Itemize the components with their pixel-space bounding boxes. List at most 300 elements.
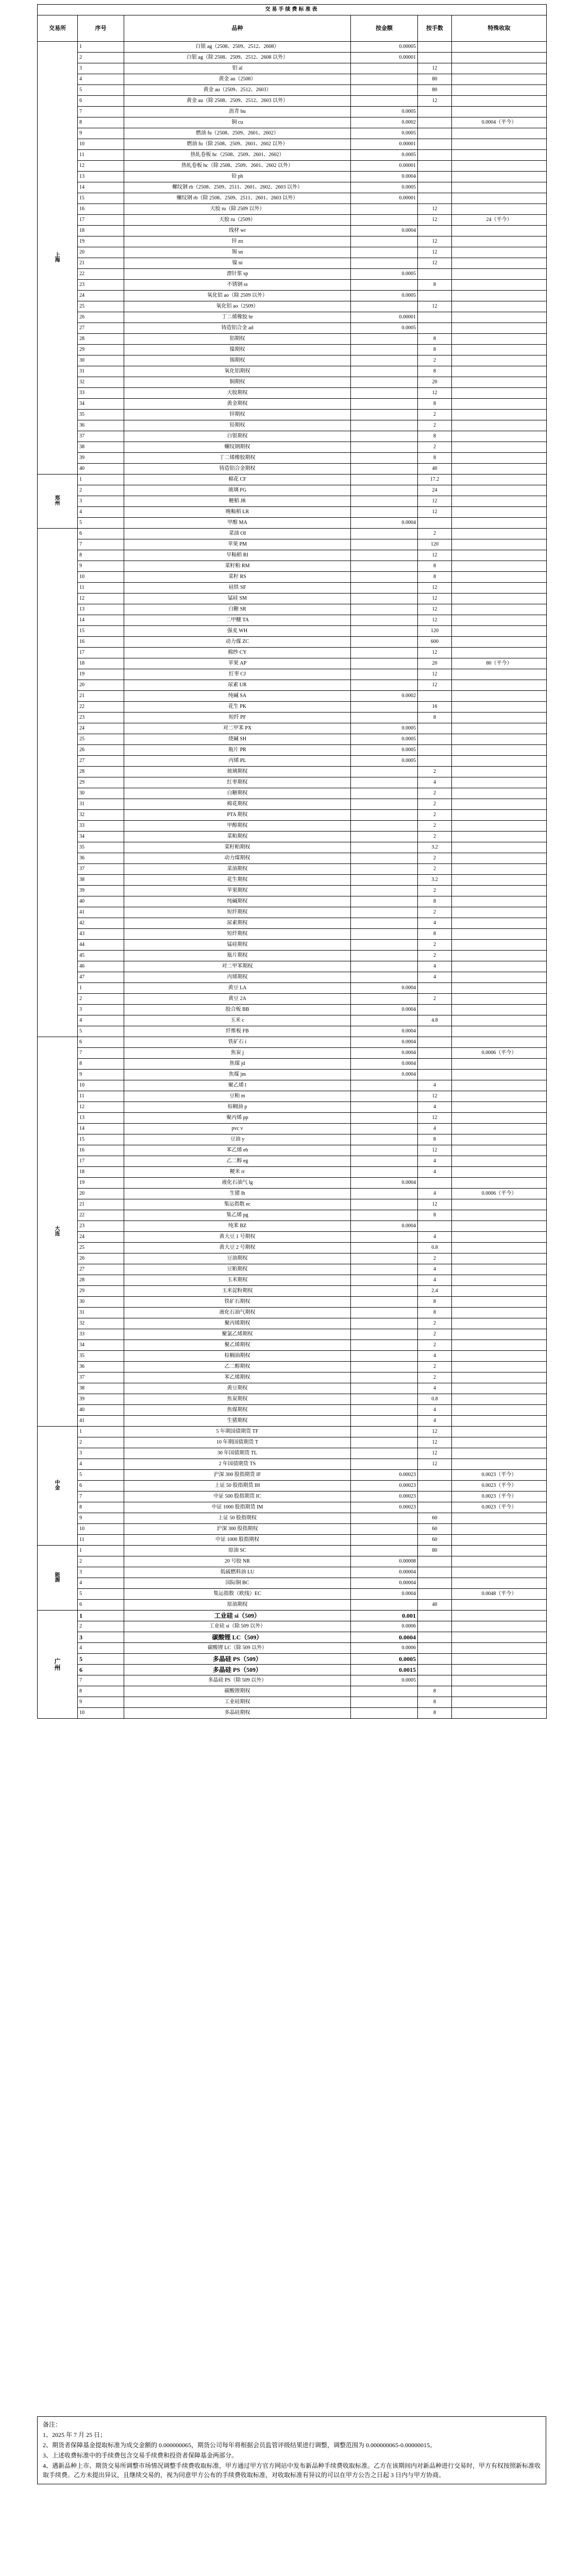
fee-by-count bbox=[418, 1178, 452, 1189]
product-name: 丁二烯橡胶期权 bbox=[124, 453, 351, 464]
fee-by-count bbox=[418, 1481, 452, 1492]
special-fee bbox=[452, 453, 547, 464]
fee-by-amount bbox=[351, 658, 418, 669]
fee-by-amount bbox=[351, 994, 418, 1005]
row-number: 6 bbox=[78, 529, 124, 539]
fee-by-amount bbox=[351, 431, 418, 442]
fee-by-count: 4 bbox=[418, 918, 452, 929]
table-row bbox=[38, 1167, 547, 1178]
note-2: 2、期货者保障基金提取标准为成交金额的 0.000000065，期货公司每年将根据会员监管评级结果进行调整，调整范围为 0.000000065-0.00000015。 bbox=[43, 2442, 436, 2449]
fee-by-count bbox=[418, 117, 452, 128]
table-row bbox=[38, 777, 547, 788]
exchange-char: 源 bbox=[55, 1577, 60, 1583]
row-number: 10 bbox=[78, 139, 124, 150]
special-fee bbox=[452, 821, 547, 832]
fee-by-amount bbox=[351, 1686, 418, 1697]
table-row bbox=[38, 410, 547, 420]
fee-by-amount: 0.00008 bbox=[351, 1556, 418, 1567]
product-name: 短纤 PF bbox=[124, 713, 351, 723]
exchange-label bbox=[39, 496, 76, 506]
row-number: 46 bbox=[78, 961, 124, 972]
row-number: 21 bbox=[78, 1199, 124, 1210]
fee-by-amount bbox=[351, 442, 418, 453]
table-row bbox=[38, 193, 547, 204]
special-fee bbox=[452, 1253, 547, 1264]
table-row bbox=[38, 713, 547, 723]
fee-by-count: 24 bbox=[418, 485, 452, 496]
fee-by-amount: 0.00001 bbox=[351, 193, 418, 204]
table-row bbox=[38, 431, 547, 442]
fee-by-count: 4 bbox=[418, 961, 452, 972]
fee-by-count: 4 bbox=[418, 1416, 452, 1427]
product-name: 聚氯乙烯期权 bbox=[124, 1329, 351, 1340]
fee-by-count: 2 bbox=[418, 420, 452, 431]
fee-by-count: 8 bbox=[418, 1297, 452, 1308]
fee-by-count: 8 bbox=[418, 561, 452, 572]
product-name: 集乙烯 pg bbox=[124, 1210, 351, 1221]
fee-by-count bbox=[418, 983, 452, 994]
fee-by-amount: 0.00023 bbox=[351, 1481, 418, 1492]
header-exchange: 交易所 bbox=[38, 15, 78, 42]
header-name: 品种 bbox=[124, 15, 351, 42]
table-row bbox=[38, 128, 547, 139]
special-fee bbox=[452, 626, 547, 637]
row-number: 17 bbox=[78, 1156, 124, 1167]
table-row bbox=[38, 594, 547, 604]
special-fee bbox=[452, 128, 547, 139]
fee-by-count: 8 bbox=[418, 399, 452, 410]
fee-by-amount bbox=[351, 604, 418, 615]
special-fee bbox=[452, 1675, 547, 1686]
table-row bbox=[38, 723, 547, 734]
fee-by-count: 2 bbox=[418, 821, 452, 832]
special-fee bbox=[452, 1210, 547, 1221]
special-fee bbox=[452, 1643, 547, 1654]
product-name: 二甲醚 TA bbox=[124, 615, 351, 626]
special-fee bbox=[452, 767, 547, 777]
table-row bbox=[38, 1708, 547, 1719]
fee-by-count bbox=[418, 193, 452, 204]
product-name: 粳米 rr bbox=[124, 1167, 351, 1178]
fee-by-count: 12 bbox=[418, 550, 452, 561]
product-name: 铅 pb bbox=[124, 172, 351, 182]
special-fee bbox=[452, 161, 547, 172]
fee-by-count: 12 bbox=[418, 1459, 452, 1470]
special-fee bbox=[452, 983, 547, 994]
row-number: 32 bbox=[78, 1318, 124, 1329]
product-name: 苹果期权 bbox=[124, 886, 351, 896]
row-number: 11 bbox=[78, 1091, 124, 1102]
product-name: 纯碱期权 bbox=[124, 896, 351, 907]
special-fee bbox=[452, 1448, 547, 1459]
special-fee bbox=[452, 832, 547, 842]
table-row bbox=[38, 85, 547, 96]
fee-by-amount: 0.00001 bbox=[351, 161, 418, 172]
row-number: 39 bbox=[78, 453, 124, 464]
exchange-cell bbox=[38, 1037, 78, 1427]
fee-by-amount: 0.00023 bbox=[351, 1470, 418, 1481]
table-row bbox=[38, 1481, 547, 1492]
fee-by-count: 12 bbox=[418, 301, 452, 312]
table-row bbox=[38, 1372, 547, 1383]
fee-by-amount: 0.0004 bbox=[351, 1048, 418, 1059]
table-row bbox=[38, 453, 547, 464]
row-number: 27 bbox=[78, 323, 124, 334]
fee-by-count: 4 bbox=[418, 1351, 452, 1362]
special-fee bbox=[452, 410, 547, 420]
product-name: 中证 500 股指期货 IC bbox=[124, 1492, 351, 1502]
fee-by-amount bbox=[351, 1448, 418, 1459]
fee-by-amount bbox=[351, 1145, 418, 1156]
special-fee bbox=[452, 74, 547, 85]
product-name: 锡 sn bbox=[124, 247, 351, 258]
special-fee bbox=[452, 561, 547, 572]
product-name: 铝期权 bbox=[124, 334, 351, 345]
product-name: 丙烯期权 bbox=[124, 972, 351, 983]
exchange-char: 大 bbox=[55, 1226, 60, 1232]
exchange-char: 州 bbox=[54, 1664, 61, 1671]
row-number: 26 bbox=[78, 1253, 124, 1264]
row-number: 29 bbox=[78, 345, 124, 355]
special-fee bbox=[452, 1329, 547, 1340]
special-fee bbox=[452, 1178, 547, 1189]
fee-by-amount bbox=[351, 453, 418, 464]
product-name: 豆油 y bbox=[124, 1134, 351, 1145]
special-fee bbox=[452, 1632, 547, 1643]
fee-by-amount bbox=[351, 1329, 418, 1340]
special-fee bbox=[452, 1124, 547, 1134]
row-number: 41 bbox=[78, 907, 124, 918]
fee-by-amount: 0.0005 bbox=[351, 1654, 418, 1665]
row-number: 4 bbox=[78, 74, 124, 85]
fee-by-count: 4 bbox=[418, 1080, 452, 1091]
fee-by-amount bbox=[351, 583, 418, 594]
fee-by-amount bbox=[351, 1232, 418, 1243]
row-number: 38 bbox=[78, 1383, 124, 1394]
row-number: 7 bbox=[78, 1675, 124, 1686]
product-name: 氧化铝 ao（除 2509 以外） bbox=[124, 291, 351, 301]
special-fee bbox=[452, 951, 547, 961]
special-fee bbox=[452, 604, 547, 615]
special-fee bbox=[452, 713, 547, 723]
fee-by-amount: 0.0004 bbox=[351, 1221, 418, 1232]
row-number: 19 bbox=[78, 669, 124, 680]
product-name: 集运指数（欧线）EC bbox=[124, 1589, 351, 1600]
fee-by-amount: 0.0005 bbox=[351, 269, 418, 280]
fee-by-count: 4 bbox=[418, 1383, 452, 1394]
special-fee bbox=[452, 1005, 547, 1015]
fee-by-amount: 0.0004 bbox=[351, 1070, 418, 1080]
special-fee bbox=[452, 355, 547, 366]
table-row bbox=[38, 1459, 547, 1470]
table-row bbox=[38, 388, 547, 399]
fee-by-amount: 0.00005 bbox=[351, 42, 418, 53]
row-number: 13 bbox=[78, 172, 124, 182]
fee-by-count bbox=[418, 1675, 452, 1686]
special-fee bbox=[452, 1080, 547, 1091]
product-name: 聚乙烯 l bbox=[124, 1080, 351, 1091]
special-fee bbox=[452, 301, 547, 312]
product-name: 多晶硅 PS（509） bbox=[124, 1654, 351, 1665]
fee-by-count: 4 bbox=[418, 1124, 452, 1134]
table-row bbox=[38, 345, 547, 355]
fee-by-count: 4 bbox=[418, 1102, 452, 1113]
product-name: 菜籽粕 RM bbox=[124, 561, 351, 572]
fee-by-amount bbox=[351, 1697, 418, 1708]
fee-by-amount bbox=[351, 345, 418, 355]
row-number: 38 bbox=[78, 442, 124, 453]
fee-by-amount bbox=[351, 799, 418, 810]
row-number: 33 bbox=[78, 388, 124, 399]
table-row bbox=[38, 215, 547, 226]
row-number: 2 bbox=[78, 1556, 124, 1567]
fee-by-count: 2 bbox=[418, 1318, 452, 1329]
fee-by-count bbox=[418, 312, 452, 323]
row-number: 8 bbox=[78, 1059, 124, 1070]
row-number: 22 bbox=[78, 1210, 124, 1221]
notes-heading: 备注： bbox=[43, 2421, 62, 2428]
fee-by-amount bbox=[351, 301, 418, 312]
fee-by-amount: 0.00004 bbox=[351, 1578, 418, 1589]
fee-by-count bbox=[418, 1005, 452, 1015]
table-row bbox=[38, 1448, 547, 1459]
special-fee bbox=[452, 918, 547, 929]
exchange-cell bbox=[38, 474, 78, 529]
special-fee bbox=[452, 1686, 547, 1697]
fee-by-amount bbox=[351, 399, 418, 410]
fee-by-amount bbox=[351, 1416, 418, 1427]
table-row bbox=[38, 236, 547, 247]
fee-by-count bbox=[418, 1492, 452, 1502]
product-name: 硅铁 SF bbox=[124, 583, 351, 594]
table-row bbox=[38, 637, 547, 648]
row-number: 25 bbox=[78, 301, 124, 312]
special-fee bbox=[452, 291, 547, 301]
special-fee bbox=[452, 507, 547, 518]
special-fee bbox=[452, 810, 547, 821]
special-fee bbox=[452, 323, 547, 334]
row-number: 6 bbox=[78, 1481, 124, 1492]
table-row bbox=[38, 756, 547, 767]
row-number: 37 bbox=[78, 1372, 124, 1383]
row-number: 30 bbox=[78, 788, 124, 799]
fee-by-count: 16 bbox=[418, 702, 452, 713]
fee-by-amount bbox=[351, 1546, 418, 1556]
product-name: 多晶硅 PS（509） bbox=[124, 1665, 351, 1675]
fee-by-count: 600 bbox=[418, 637, 452, 648]
product-name: 黄金 au（2509、2512、2603） bbox=[124, 85, 351, 96]
row-number: 32 bbox=[78, 810, 124, 821]
row-number: 11 bbox=[78, 583, 124, 594]
special-fee bbox=[452, 539, 547, 550]
row-number: 8 bbox=[78, 550, 124, 561]
fee-by-count bbox=[418, 161, 452, 172]
row-number: 7 bbox=[78, 539, 124, 550]
special-fee bbox=[452, 172, 547, 182]
fee-by-count bbox=[418, 1665, 452, 1675]
product-name: 花生 PK bbox=[124, 702, 351, 713]
exchange-cell bbox=[38, 1611, 78, 1719]
product-name: 焦炭 j bbox=[124, 1048, 351, 1059]
table-row bbox=[38, 1578, 547, 1589]
special-fee bbox=[452, 107, 547, 117]
fee-by-amount bbox=[351, 485, 418, 496]
exchange-char: 连 bbox=[55, 1231, 60, 1237]
special-fee bbox=[452, 1091, 547, 1102]
fee-by-count: 2 bbox=[418, 951, 452, 961]
table-row bbox=[38, 702, 547, 713]
special-fee bbox=[452, 702, 547, 713]
fee-by-amount: 0.0004 bbox=[351, 1589, 418, 1600]
special-fee: 0.0023（平今） bbox=[452, 1481, 547, 1492]
fee-by-count: 2 bbox=[418, 799, 452, 810]
fee-by-amount bbox=[351, 1394, 418, 1405]
product-name: PTA 期权 bbox=[124, 810, 351, 821]
row-number: 9 bbox=[78, 561, 124, 572]
fee-by-amount bbox=[351, 1524, 418, 1535]
row-number: 2 bbox=[78, 1621, 124, 1632]
row-number: 15 bbox=[78, 193, 124, 204]
fee-by-amount: 0.0002 bbox=[351, 117, 418, 128]
table-row bbox=[38, 1156, 547, 1167]
row-number: 28 bbox=[78, 334, 124, 345]
fee-by-count: 2.4 bbox=[418, 1286, 452, 1297]
exchange-char: 金 bbox=[55, 1485, 60, 1491]
table-row bbox=[38, 301, 547, 312]
table-row bbox=[38, 107, 547, 117]
row-number: 1 bbox=[78, 1611, 124, 1621]
special-fee bbox=[452, 280, 547, 291]
special-fee bbox=[452, 1665, 547, 1675]
fee-by-count bbox=[418, 323, 452, 334]
fee-by-amount bbox=[351, 85, 418, 96]
table-row bbox=[38, 615, 547, 626]
special-fee bbox=[452, 269, 547, 280]
fee-by-amount: 0.0004 bbox=[351, 1632, 418, 1643]
fee-by-count bbox=[418, 139, 452, 150]
row-number: 5 bbox=[78, 518, 124, 529]
fee-by-amount bbox=[351, 215, 418, 226]
special-fee bbox=[452, 1621, 547, 1632]
table-row bbox=[38, 691, 547, 702]
fee-by-count: 8 bbox=[418, 366, 452, 377]
fee-by-count: 12 bbox=[418, 507, 452, 518]
special-fee bbox=[452, 431, 547, 442]
product-name: 焦煤期权 bbox=[124, 1405, 351, 1416]
product-name: 焦炭期权 bbox=[124, 1394, 351, 1405]
product-name: 铅期权 bbox=[124, 420, 351, 431]
row-number: 1 bbox=[78, 474, 124, 485]
table-row bbox=[38, 1037, 547, 1048]
row-number: 20 bbox=[78, 247, 124, 258]
page-title: 交易手续费标准表 bbox=[38, 5, 547, 15]
fee-by-count: 8 bbox=[418, 1134, 452, 1145]
product-name: 天胶 ru（除 2509 以外） bbox=[124, 204, 351, 215]
product-name: 强麦 WH bbox=[124, 626, 351, 637]
fee-by-count: 12 bbox=[418, 388, 452, 399]
fee-by-amount bbox=[351, 1308, 418, 1318]
product-name: 粳稻 JR bbox=[124, 496, 351, 507]
row-number: 8 bbox=[78, 117, 124, 128]
table-row bbox=[38, 226, 547, 236]
product-name: 原油 SC bbox=[124, 1546, 351, 1556]
special-fee bbox=[452, 1416, 547, 1427]
product-name: 多晶硅期权 bbox=[124, 1708, 351, 1719]
fee-by-count: 12 bbox=[418, 1448, 452, 1459]
special-fee bbox=[452, 777, 547, 788]
row-number: 2 bbox=[78, 485, 124, 496]
fee-by-amount bbox=[351, 788, 418, 799]
fee-by-count: 4 bbox=[418, 1232, 452, 1243]
product-name: 生猪 lh bbox=[124, 1189, 351, 1199]
row-number: 32 bbox=[78, 377, 124, 388]
product-name: 燃油 fu（除 2508、2509、2601、2602 以外） bbox=[124, 139, 351, 150]
fee-by-count: 8 bbox=[418, 280, 452, 291]
table-row bbox=[38, 1470, 547, 1481]
table-row bbox=[38, 886, 547, 896]
special-fee bbox=[452, 312, 547, 323]
special-fee bbox=[452, 1134, 547, 1145]
product-name: 碳酸锂 LC（509） bbox=[124, 1632, 351, 1643]
fee-by-amount bbox=[351, 1015, 418, 1026]
special-fee bbox=[452, 929, 547, 940]
table-row bbox=[38, 1567, 547, 1578]
special-fee bbox=[452, 258, 547, 269]
fee-by-count bbox=[418, 1654, 452, 1665]
fee-by-count: 8 bbox=[418, 334, 452, 345]
fee-by-amount bbox=[351, 1253, 418, 1264]
special-fee bbox=[452, 788, 547, 799]
fee-by-count bbox=[418, 1026, 452, 1037]
fee-by-count: 40 bbox=[418, 464, 452, 474]
special-fee bbox=[452, 388, 547, 399]
table-row bbox=[38, 1199, 547, 1210]
fee-by-amount: 0.0004 bbox=[351, 1178, 418, 1189]
table-row bbox=[38, 940, 547, 951]
product-name: 上证 50 股指期权 bbox=[124, 1513, 351, 1524]
fee-by-count bbox=[418, 1632, 452, 1643]
fee-by-amount bbox=[351, 1362, 418, 1372]
fee-by-amount bbox=[351, 615, 418, 626]
row-number: 35 bbox=[78, 842, 124, 853]
fee-by-amount bbox=[351, 918, 418, 929]
fee-by-amount: 0.00001 bbox=[351, 312, 418, 323]
special-fee bbox=[452, 1437, 547, 1448]
fee-by-amount bbox=[351, 572, 418, 583]
fee-by-count: 4 bbox=[418, 777, 452, 788]
special-fee bbox=[452, 1275, 547, 1286]
fee-by-amount bbox=[351, 1102, 418, 1113]
special-fee: 0.0023（平今） bbox=[452, 1470, 547, 1481]
special-fee bbox=[452, 1015, 547, 1026]
exchange-char: 郑 bbox=[55, 496, 60, 501]
exchange-label bbox=[39, 1573, 76, 1583]
special-fee bbox=[452, 247, 547, 258]
product-name: 天胶期权 bbox=[124, 388, 351, 399]
table-row bbox=[38, 550, 547, 561]
special-fee bbox=[452, 907, 547, 918]
row-number: 19 bbox=[78, 1178, 124, 1189]
fee-by-count: 2 bbox=[418, 529, 452, 539]
product-name: 5 年期国债期货 TF bbox=[124, 1427, 351, 1437]
exchange-cell bbox=[38, 42, 78, 474]
fee-by-amount bbox=[351, 1535, 418, 1546]
row-number: 42 bbox=[78, 918, 124, 929]
product-name: 锡期权 bbox=[124, 355, 351, 366]
row-number: 7 bbox=[78, 1048, 124, 1059]
row-number: 33 bbox=[78, 1329, 124, 1340]
table-row bbox=[38, 464, 547, 474]
